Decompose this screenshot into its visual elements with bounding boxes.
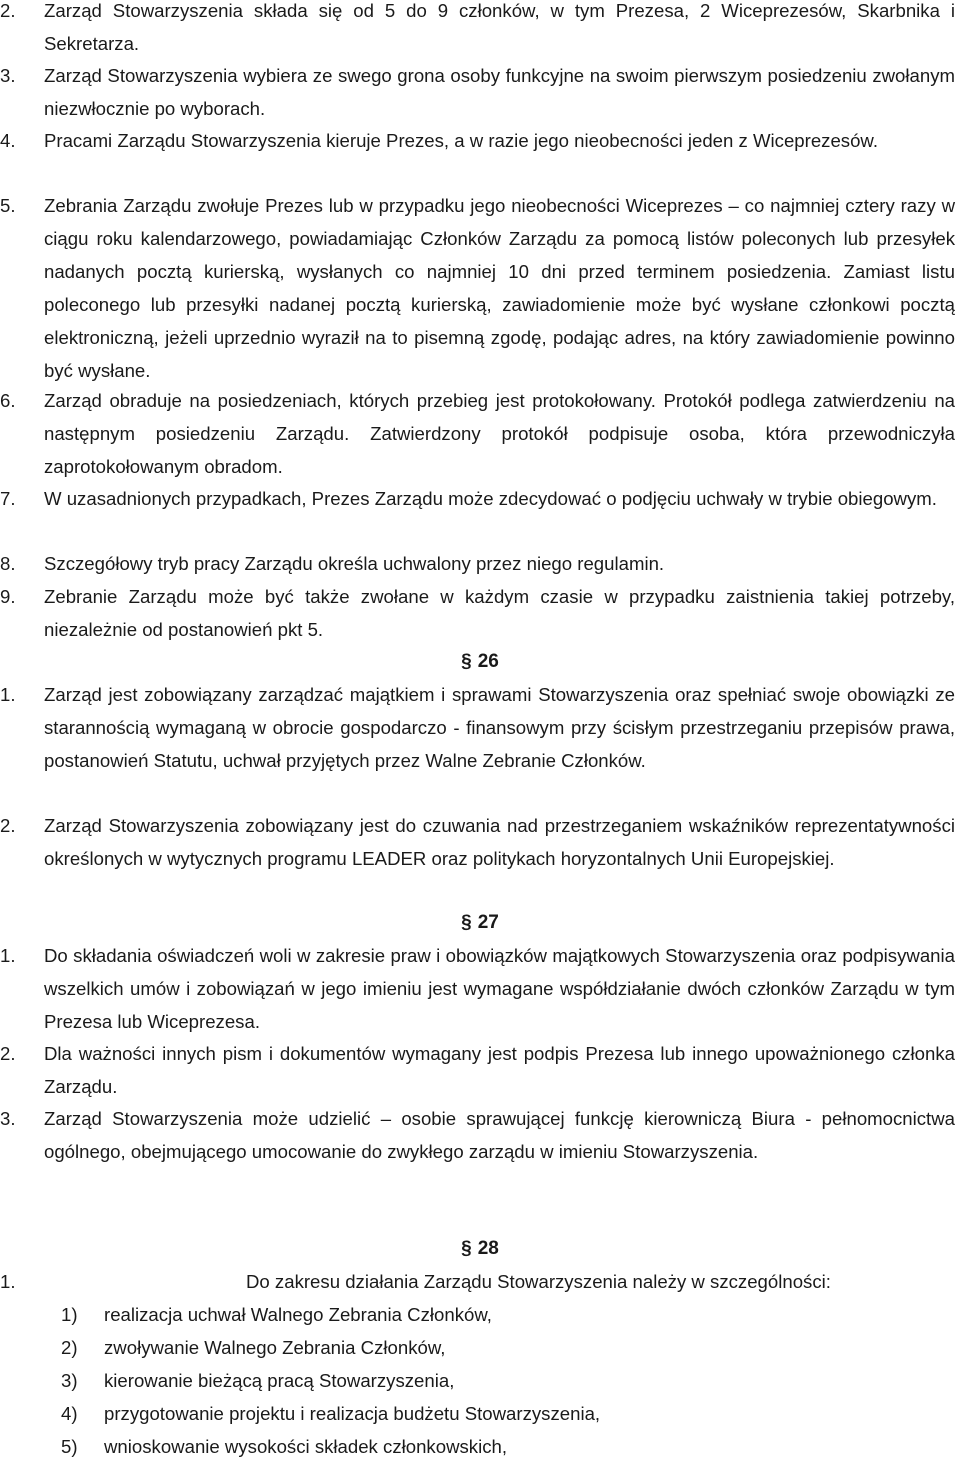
item-text: Zarząd jest zobowiązany zarządzać majątkiem i sprawami Stowarzyszenia oraz spełniać swoje obowiązki ze starannością wymaganą w obrocie gospodarczo - finansowym przy ścisłym przestrzeganiu przepisów prawa, postanowień Statutu, uchwał przyjętych przez Walne Zebranie Członków. xyxy=(44,684,955,771)
sub-item-text: wnioskowanie wysokości składek członkowskich, xyxy=(104,1436,508,1457)
section-number: 28 xyxy=(477,1238,499,1259)
section-heading-28 xyxy=(0,1232,960,1265)
paragraph-sign: § xyxy=(461,1238,472,1259)
sub-list-item xyxy=(61,1298,951,1331)
item-text: Do zakresu działania Zarządu Stowarzyszenia należy w szczególności: xyxy=(246,1271,831,1292)
section-heading-26 xyxy=(0,645,960,678)
paragraph-sign: § xyxy=(461,912,472,933)
sub-list-item xyxy=(61,1364,951,1397)
paragraph-item xyxy=(0,1102,955,1168)
sub-item-text: kierowanie bieżącą pracą Stowarzyszenia, xyxy=(104,1370,455,1391)
item-text: Szczegółowy tryb pracy Zarządu określa uchwalony przez niego regulamin. xyxy=(44,553,665,574)
item-number: 2. xyxy=(0,0,16,21)
item-number: 1. xyxy=(0,945,16,966)
item-number: 6. xyxy=(0,390,16,411)
item-text: Zarząd Stowarzyszenia składa się od 5 do 9 członków, w tym Prezesa, 2 Wiceprezesów, Skarbnika i Sekretarza. xyxy=(44,0,955,54)
paragraph-item xyxy=(0,678,955,777)
sub-item-number: 5) xyxy=(61,1436,78,1457)
item-text: Zarząd Stowarzyszenia wybiera ze swego grona osoby funkcyjne na swoim pierwszym posiedzeniu zwołanym niezwłocznie po wyborach. xyxy=(44,65,955,119)
paragraph-item xyxy=(0,580,955,646)
item-text: Zarząd Stowarzyszenia może udzielić – osobie sprawującej funkcję kierowniczą Biura - pełnomocnictwa ogólnego, obejmującego umocowanie do zwykłego zarządu w imieniu Stowarzyszenia. xyxy=(44,1108,955,1162)
item-number: 8. xyxy=(0,553,16,574)
item-number: 2. xyxy=(0,1043,16,1064)
paragraph-item xyxy=(0,939,955,1038)
sub-list-item xyxy=(61,1397,951,1430)
sub-list-item xyxy=(61,1430,951,1463)
paragraph-sign: § xyxy=(461,651,472,672)
sub-item-number: 2) xyxy=(61,1337,78,1358)
sub-item-number: 4) xyxy=(61,1403,78,1424)
item-number: 1. xyxy=(0,1271,16,1292)
item-text: Zarząd Stowarzyszenia zobowiązany jest do czuwania nad przestrzeganiem wskaźników reprezentatywności określonych w wytycznych programu LEADER oraz politykach horyzontalnych Unii Europejskiej. xyxy=(44,815,955,869)
section-heading-27 xyxy=(0,906,960,939)
paragraph-item xyxy=(0,59,955,125)
item-text: Zebrania Zarządu zwołuje Prezes lub w przypadku jego nieobecności Wiceprezes – co najmniej cztery razy w ciągu roku kalendarzowego, powiadamiając Członków Zarządu za pomocą listów poleconych lub przesyłek nadanych pocztą kurierską, wysłanych co najmniej 10 dni przed terminem posiedzenia. Zamiast listu poleconego lub przesyłki nadanej pocztą kurierską, zawiadomienie może być wysłane członkowi pocztą elektroniczną, jeżeli uprzednio wyraził na to pisemną zgodę, podając adres, na który zawiadomienie powinno być wysłane. xyxy=(44,195,955,381)
item-number: 1. xyxy=(0,684,16,705)
section-number: 26 xyxy=(477,651,499,672)
item-text: Zebranie Zarządu może być także zwołane w każdym czasie w przypadku zaistnienia takiej potrzeby, niezależnie od postanowień pkt 5. xyxy=(44,586,955,640)
item-text: Dla ważności innych pism i dokumentów wymagany jest podpis Prezesa lub innego upoważnionego członka Zarządu. xyxy=(44,1043,955,1097)
item-number: 4. xyxy=(0,130,16,151)
paragraph-item xyxy=(0,482,955,515)
paragraph-item xyxy=(0,809,955,875)
item-text: Do składania oświadczeń woli w zakresie praw i obowiązków majątkowych Stowarzyszenia oraz podpisywania wszelkich umów i zobowiązań w jego imieniu jest wymagane współdziałanie dwóch członków Zarządu w tym Prezesa lub Wiceprezesa. xyxy=(44,945,955,1032)
sub-item-number: 1) xyxy=(61,1304,78,1325)
item-number: 9. xyxy=(0,586,16,607)
paragraph-item xyxy=(0,384,955,483)
item-number: 3. xyxy=(0,1108,16,1129)
sub-item-text: realizacja uchwał Walnego Zebrania Członków, xyxy=(104,1304,492,1325)
section-number: 27 xyxy=(477,912,499,933)
sub-item-number: 3) xyxy=(61,1370,78,1391)
item-text: W uzasadnionych przypadkach, Prezes Zarządu może zdecydować o podjęciu uchwały w trybie obiegowym. xyxy=(44,488,937,509)
sub-list-item xyxy=(61,1331,951,1364)
item-text: Zarząd obraduje na posiedzeniach, których przebieg jest protokołowany. Protokół podlega zatwierdzeniu na następnym posiedzeniu Zarządu. Zatwierdzony protokół podpisuje osoba, która przewodniczyła zaprotokołowanym obradom. xyxy=(44,390,955,477)
paragraph-item xyxy=(0,0,955,60)
paragraph-item xyxy=(0,1037,955,1103)
sub-item-text: zwoływanie Walnego Zebrania Członków, xyxy=(104,1337,446,1358)
item-text: Pracami Zarządu Stowarzyszenia kieruje Prezes, a w razie jego nieobecności jeden z Wiceprezesów. xyxy=(44,130,879,151)
paragraph-item xyxy=(0,124,955,157)
item-number: 7. xyxy=(0,488,16,509)
item-number: 2. xyxy=(0,815,16,836)
paragraph-item xyxy=(0,189,955,387)
item-number: 3. xyxy=(0,65,16,86)
paragraph-item xyxy=(0,547,955,580)
sub-item-text: przygotowanie projektu i realizacja budżetu Stowarzyszenia, xyxy=(104,1403,601,1424)
item-number: 5. xyxy=(0,195,16,216)
